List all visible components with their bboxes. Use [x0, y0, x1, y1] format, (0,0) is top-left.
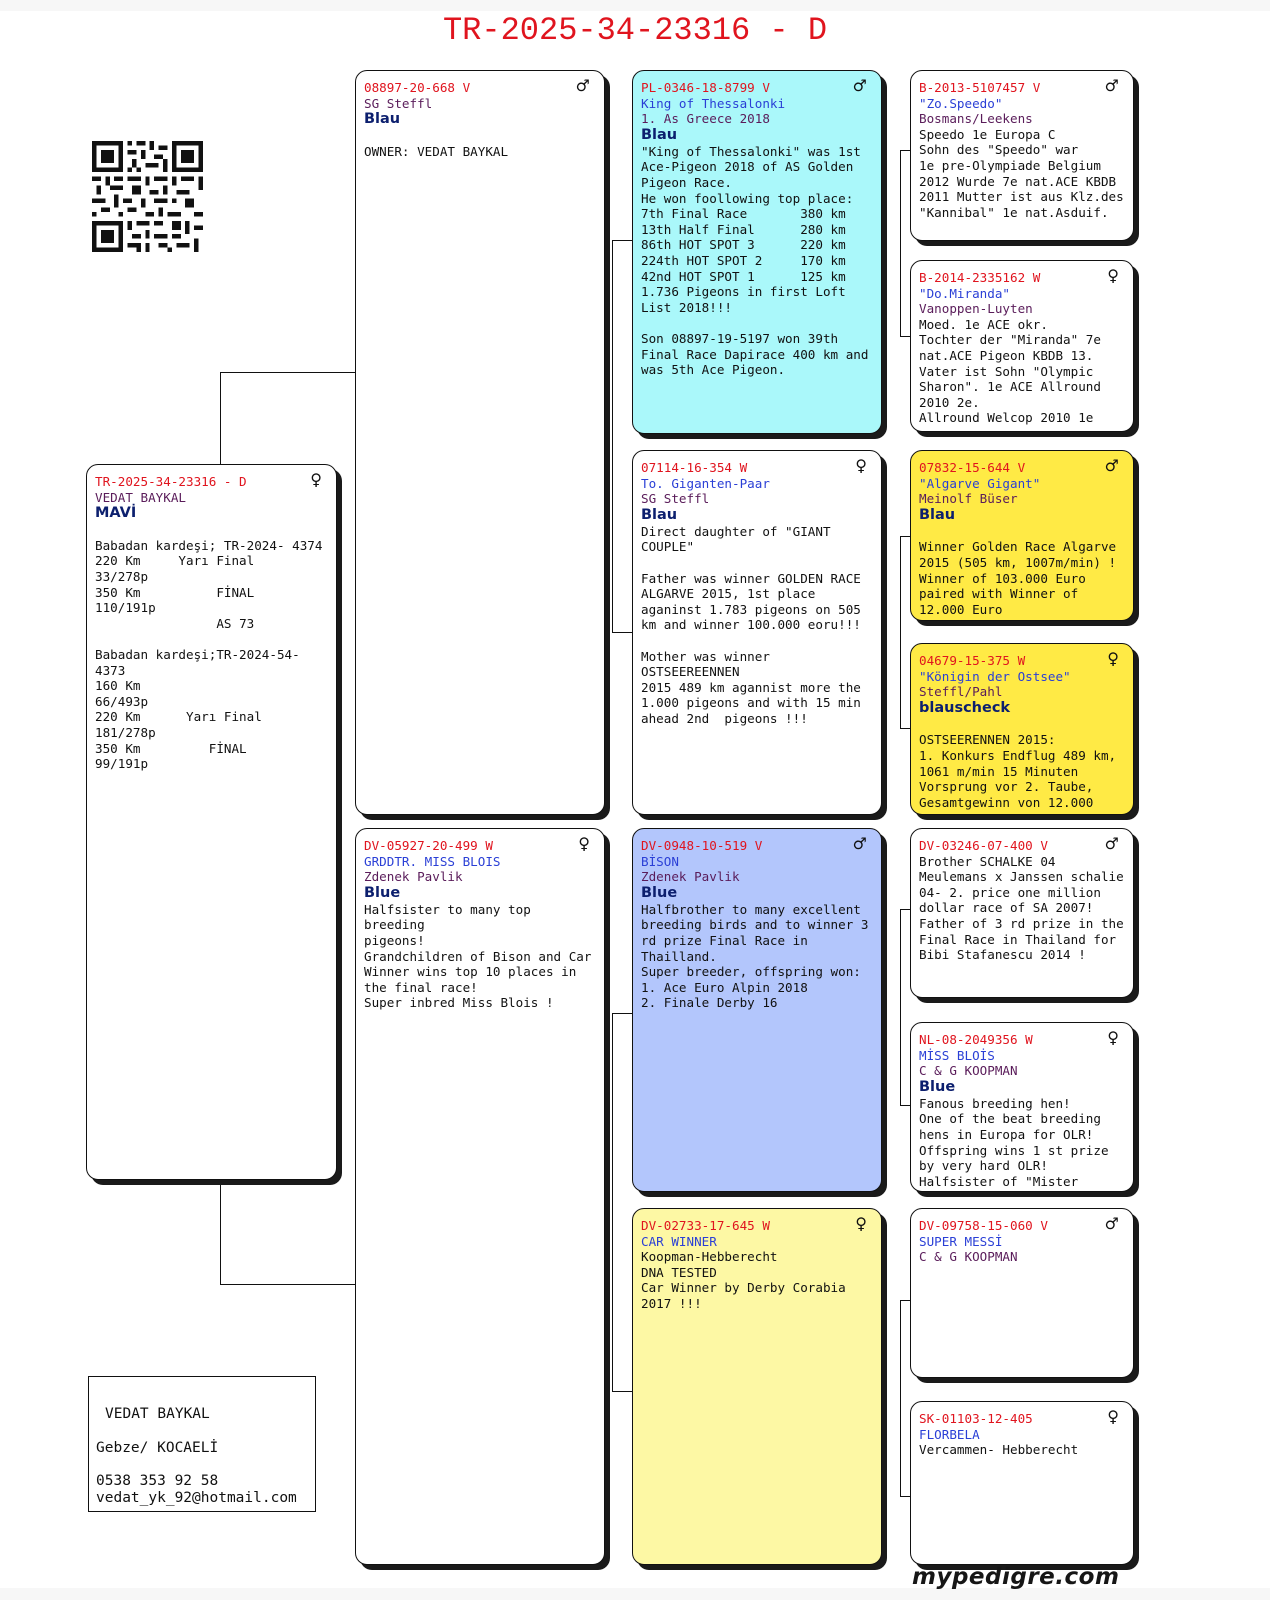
color: Blue — [919, 1078, 956, 1095]
female-icon: ♀ — [855, 1214, 867, 1233]
connector-line — [900, 336, 910, 337]
female-icon: ♀ — [1107, 266, 1119, 285]
info-text: Fanous breeding hen! One of the beat breeding hens in Europa for OLR! Offspring wins 1 st prize by very hard OLR! Halfsister of "Mister — [919, 1095, 1109, 1189]
female-icon: ♀ — [1107, 1028, 1119, 1047]
info-text: Winner Golden Race Algarve 2015 (505 km, 1007m/min) ! Winner of 103.000 Euro paired with Winner of 12.000 Euro — [919, 539, 1117, 617]
connector-line — [612, 240, 613, 632]
contact-city: Gebze/ KOCAELİ — [96, 1440, 219, 1456]
pigeon-name: GRDDTR. MISS BLOIS — [364, 853, 501, 869]
ring-number: DV-0948-10-519 V — [641, 838, 763, 853]
info-text: OWNER: VEDAT BAYKAL — [364, 143, 509, 159]
info-text: Direct daughter of "GIANT COUPLE" Father was winner GOLDEN RACE ALGARVE 2015, 1st place aganinst 1.783 pigeons on 505 km and winner 100.000 eoru!!! Mother was winner OSTSEEREENNEN 2015 489 km agannist more the 1.000 pigeons and with 15 min ahead 2nd pigeons !!! — [641, 523, 861, 726]
male-icon: ♂ — [852, 76, 867, 95]
breeder-name: C & G KOOPMAN — [919, 1249, 1018, 1265]
connector-line — [220, 1180, 221, 1284]
info-text: DNA TESTED Car Winner by Derby Corabia 2017 !!! — [641, 1264, 846, 1311]
connector-line — [220, 372, 221, 465]
sdd-card[interactable] — [910, 643, 1134, 815]
color: Blue — [364, 884, 401, 901]
ring-number: 08897-20-668 V — [364, 80, 471, 95]
ring-number: DV-05927-20-499 W — [364, 838, 493, 853]
pigeon-name: "Königin der Ostsee" — [919, 668, 1071, 684]
contact-email[interactable]: vedat_yk_92@hotmail.com — [96, 1490, 297, 1506]
sss-card[interactable] — [910, 70, 1134, 241]
male-icon: ♂ — [852, 834, 867, 853]
color: MAVİ — [95, 505, 137, 522]
color: Blau — [641, 126, 678, 143]
dsd-card[interactable] — [910, 1022, 1134, 1192]
connector-line — [220, 372, 355, 373]
connector-line — [900, 1496, 910, 1497]
connector-line — [900, 728, 910, 729]
pigeon-name: SUPER MESSİ — [919, 1233, 1003, 1249]
connector-line — [900, 1300, 901, 1496]
ring-number: 07832-15-644 V — [919, 460, 1026, 475]
info-text: Moed. 1e ACE okr. Tochter der "Miranda" 7e nat.ACE Pigeon KBDB 13. Vater ist Sohn "Olympic Sharon". 1e ACE Allround 2010 2e. Allround Welcop 2010 1e — [919, 316, 1101, 426]
sire-sire-card[interactable] — [632, 70, 882, 434]
ring-number: B-2014-2335162 W — [919, 270, 1041, 285]
connector-line — [612, 1013, 613, 1391]
connector-line — [900, 536, 901, 728]
connector-line — [612, 240, 632, 241]
info-text: Halfsister to many top breeding pigeons! Grandchildren of Bison and Car Winner wins top 10 places in the final race! Super inbred Miss Blois ! — [364, 901, 592, 1011]
color: Blau — [919, 506, 956, 523]
male-icon: ♂ — [1104, 834, 1119, 853]
brand-logo[interactable]: mypedigre.com — [912, 1564, 1120, 1590]
contact-phone: 0538 353 92 58 — [96, 1473, 219, 1489]
color: Blau — [364, 111, 401, 128]
pigeon-name: "Zo.Speedo" — [919, 95, 1003, 111]
qr-code-icon — [92, 141, 203, 252]
dam-card[interactable] — [355, 828, 605, 1565]
info-text: OSTSEERENNEN 2015: 1. Konkurs Endflug 489 km, 1061 m/min 15 Minuten Vorsprung vor 2. Taube, Gesamtgewinn von 12.000 — [919, 732, 1117, 810]
connector-line — [900, 909, 901, 1105]
ring-number: 07114-16-354 W — [641, 460, 748, 475]
color: Blue — [641, 884, 678, 901]
dss-card[interactable] — [910, 828, 1134, 998]
breeder-name: Brother SCHALKE 04 — [919, 853, 1056, 869]
info-text: Babadan kardeşi; TR-2024- 4374 220 Km Yarı Final 33/278p 350 Km FİNAL 110/191p AS 73 Babadan kardeşi;TR-2024-54-4373 160 Km 66/493p 220 Km Yarı Final 181/278p 350 Km FİNAL 99/191p — [95, 537, 323, 772]
connector-line — [900, 1105, 910, 1106]
female-icon: ♀ — [310, 470, 322, 489]
pigeon-name: King of Thessalonki — [641, 95, 786, 111]
dds-card[interactable] — [910, 1208, 1134, 1378]
pigeon-name: MİSS BLOİS — [919, 1047, 995, 1063]
ring-number: PL-0346-18-8799 V — [641, 80, 770, 95]
ring-number: DV-03246-07-400 V — [919, 838, 1048, 853]
owner-name: VEDAT BAYKAL — [95, 489, 186, 505]
sire-dam-card[interactable] — [632, 450, 882, 815]
info-text: Speedo 1e Europa C Sohn des "Speedo" war 1e pre-Olympiade Belgium 2012 Wurde 7e nat.ACE KBDB 2011 Mutter ist aus Klz.des "Kannibal" 1e nat.Asduif. — [919, 126, 1124, 220]
ring-number: SK-01103-12-405 — [919, 1411, 1033, 1426]
pigeon-name: To. Giganten-Paar — [641, 475, 770, 491]
connector-line — [900, 150, 901, 336]
connector-line — [612, 1391, 632, 1392]
breeder-name: Bosmans/Leekens — [919, 111, 1033, 127]
pigeon-name: BİSON — [641, 853, 679, 869]
breeder-name: SG Steffl — [364, 95, 433, 111]
color: Blau — [641, 506, 678, 523]
connector-line — [900, 1300, 910, 1301]
ring-number: DV-09758-15-060 V — [919, 1218, 1048, 1233]
ssd-card[interactable] — [910, 260, 1134, 432]
info-text: Meulemans x Janssen schalie 04- 2. price one million dollar race of SA 2007! Father of 3 rd prize in the Final Race in Thailand for Bibi Stafanescu 2014 ! — [919, 869, 1124, 963]
pigeon-name: "Algarve Gigant" — [919, 475, 1041, 491]
info-text: "King of Thessalonki" was 1st Ace-Pigeon 2018 of AS Golden Pigeon Race. He won foollowing top place: 7th Final Race 380 km 13th Half Final 280 km 86th HOT SPOT 3 220 km 224th HOT SPOT 2 170 km 42nd HOT SPOT 1 125 km 1.736 Pigeons in first Loft List 2018!!! Son 08897-19-5197 won 39th Final Race Dapirace 400 km and was 5th Ace Pigeon. — [641, 143, 869, 378]
breeder-name: Zdenek Pavlik — [364, 869, 463, 885]
breeder-name: SG Steffl — [641, 491, 710, 507]
connector-line — [900, 909, 910, 910]
breeder-name: 1. As Greece 2018 — [641, 111, 770, 127]
breeder-name: Vanoppen-Luyten — [919, 301, 1033, 317]
connector-line — [900, 536, 910, 537]
pigeon-name: "Do.Miranda" — [919, 285, 1010, 301]
breeder-name: Vercammen- Hebberecht — [919, 1442, 1079, 1458]
ring-number: NL-08-2049356 W — [919, 1032, 1033, 1047]
connector-line — [900, 150, 910, 151]
connector-line — [612, 632, 632, 633]
ring-number: B-2013-5107457 V — [919, 80, 1041, 95]
dam-dam-card[interactable] — [632, 1208, 882, 1565]
sds-card[interactable] — [910, 450, 1134, 621]
contact-name: VEDAT BAYKAL — [105, 1406, 210, 1422]
breeder-name: Steffl/Pahl — [919, 684, 1003, 700]
ring-number: DV-02733-17-645 W — [641, 1218, 770, 1233]
female-icon: ♀ — [578, 834, 590, 853]
female-icon: ♀ — [1107, 649, 1119, 668]
ring-number: 04679-15-375 W — [919, 653, 1026, 668]
breeder-name: C & G KOOPMAN — [919, 1063, 1018, 1079]
male-icon: ♂ — [1104, 76, 1119, 95]
breeder-name: Meinolf Büser — [919, 491, 1018, 507]
dam-sire-card[interactable] — [632, 828, 882, 1192]
connector-line — [612, 1013, 632, 1014]
pigeon-name: FLORBELA — [919, 1426, 980, 1442]
male-icon: ♂ — [1104, 456, 1119, 475]
breeder-name: Zdenek Pavlik — [641, 869, 740, 885]
sire-card[interactable] — [355, 70, 605, 815]
owner-contact-box — [88, 1376, 316, 1512]
female-icon: ♀ — [855, 456, 867, 475]
page-title: TR-2025-34-23316 - D — [442, 12, 828, 49]
male-icon: ♂ — [1104, 1214, 1119, 1233]
subject-card[interactable] — [86, 464, 337, 1180]
pigeon-name: CAR WINNER — [641, 1233, 717, 1249]
female-icon: ♀ — [1107, 1407, 1119, 1426]
male-icon: ♂ — [575, 76, 590, 95]
ring-number: TR-2025-34-23316 - D — [95, 474, 247, 489]
breeder-name: Koopman-Hebberecht — [641, 1249, 778, 1265]
color: blauscheck — [919, 699, 1011, 716]
connector-line — [220, 1284, 355, 1285]
ddd-card[interactable] — [910, 1401, 1134, 1565]
info-text: Halfbrother to many excellent breeding birds and to winner 3 rd prize Final Race in Thailland. Super breeder, offspring won: 1. Ace Euro Alpin 2018 2. Finale Derby 16 — [641, 901, 869, 1011]
